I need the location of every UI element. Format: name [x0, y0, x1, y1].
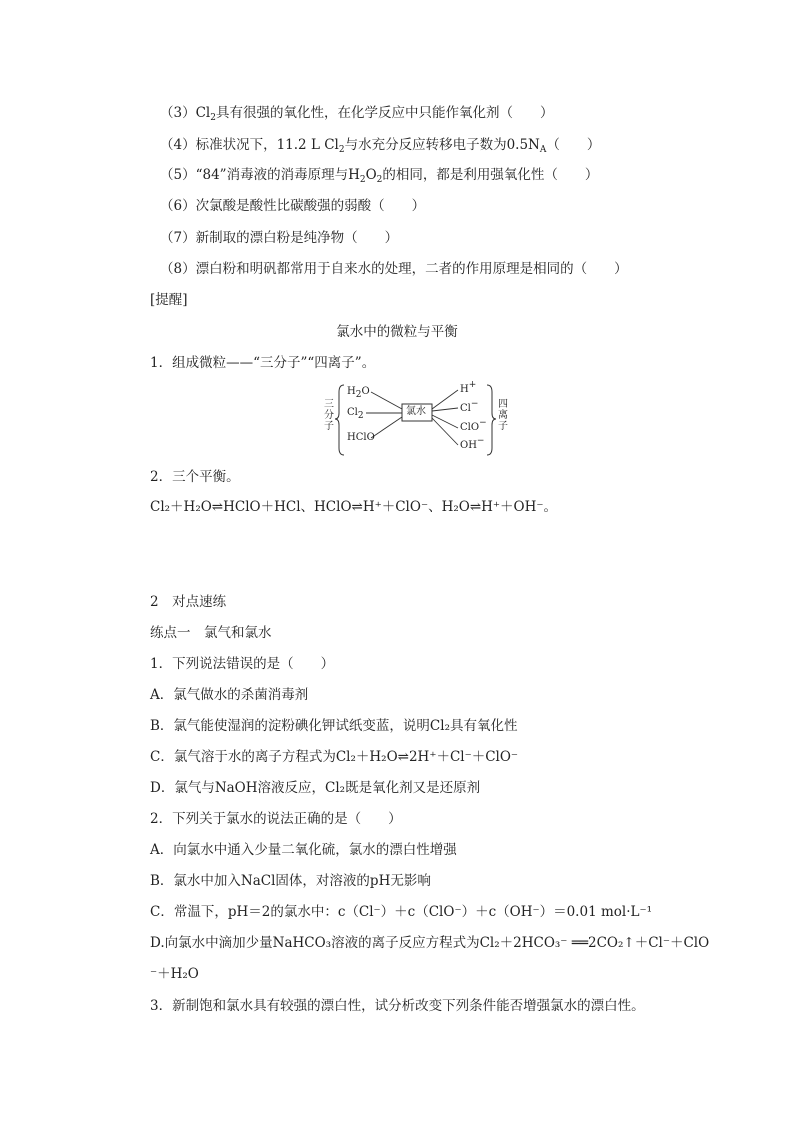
judgment-8: （8）漂白粉和明矾都常用于自来水的处理，二者的作用原理是相同的（ ）: [160, 261, 628, 277]
q3-stem: 3．新制饱和氯水具有较强的漂白性，试分析改变下列条件能否增强氯水的漂白性。: [150, 998, 645, 1014]
practice-title: 练点一 氯气和氯水: [150, 625, 272, 641]
ion-cl-minus: Cl−: [460, 399, 479, 414]
part-2-title: 2 对点速练: [150, 594, 227, 610]
q1-option-a: A．氯气做水的杀菌消毒剂: [150, 687, 309, 703]
ion-h-plus: H+: [460, 380, 477, 395]
four-ions-label: 四 离 子: [498, 399, 508, 432]
q2-option-a: A．向氯水中通入少量二氧化硫，氯水的漂白性增强: [150, 842, 457, 858]
center-chlorine-water-label: 氯水: [406, 406, 426, 417]
judgment-6: （6）次氯酸是酸性比碳酸强的弱酸（ ）: [160, 198, 426, 214]
q1-stem: 1．下列说法错误的是（ ）: [150, 656, 335, 672]
item-2: 2．三个平衡。: [150, 469, 240, 485]
section-title: 氯水中的微粒与平衡: [336, 324, 458, 340]
q2-option-d-line1: D.向氯水中滴加少量NaHCO₃溶液的离子反应方程式为Cl₂＋2HCO₃⁻ ══2CO₂↑＋Cl⁻＋ClO: [150, 935, 710, 951]
chlorine-water-diagram: [322, 382, 512, 458]
q2-option-b: B．氯水中加入NaCl固体，对溶液的pH无影响: [150, 873, 431, 889]
tip-label: [提醒]: [150, 292, 188, 308]
q2-option-c: C．常温下，pH＝2的氯水中：c（Cl⁻）＋c（ClO⁻）＋c（OH⁻）＝0.01 mol·L⁻¹: [150, 904, 652, 920]
judgment-3: $(3)Cl_2$具有很强的氧化性，在化学反应中只能作氧化剂（ ）: [160, 105, 554, 123]
judgment-4: （4）标准状况下，11.2 L $Cl_2$与水充分反应转移电子数为$0.5N_A$（ ）: [160, 137, 601, 155]
item-1: 1．组成微粒——“三分子”“四离子”。: [150, 355, 376, 371]
q2-option-d-line2: ⁻＋H₂O: [150, 966, 199, 982]
molecule-cl2: $Cl_2$: [347, 407, 364, 421]
molecule-hclo: HClO: [347, 432, 375, 443]
judgment-7: （7）新制取的漂白粉是纯净物（ ）: [160, 230, 399, 246]
ion-oh-minus: OH−: [460, 436, 485, 451]
three-molecules-label: 三 分 子: [324, 399, 334, 432]
molecule-h2o: $H_2O$: [347, 386, 370, 400]
q1-option-b: B．氯气能使湿润的淀粉碘化钾试纸变蓝，说明Cl₂具有氧化性: [150, 718, 518, 734]
ion-clo-minus: ClO−: [460, 418, 487, 433]
q2-stem: 2．下列关于氯水的说法正确的是（ ）: [150, 811, 402, 827]
judgment-5: （5）“84”消毒液的消毒原理与$H_2O_2$的相同，都是利用强氧化性（ ）: [160, 167, 599, 185]
q1-option-c: C．氯气溶于水的离子方程式为Cl₂＋H₂O⇌2H⁺＋Cl⁻＋ClO⁻: [150, 749, 519, 765]
equilibria-equations: Cl₂＋H₂O⇌HClO＋HCl、HClO⇌H⁺＋ClO⁻、H₂O⇌H⁺＋OH⁻。: [150, 499, 557, 515]
q1-option-d: D．氯气与NaOH溶液反应，Cl₂既是氧化剂又是还原剂: [150, 780, 481, 796]
